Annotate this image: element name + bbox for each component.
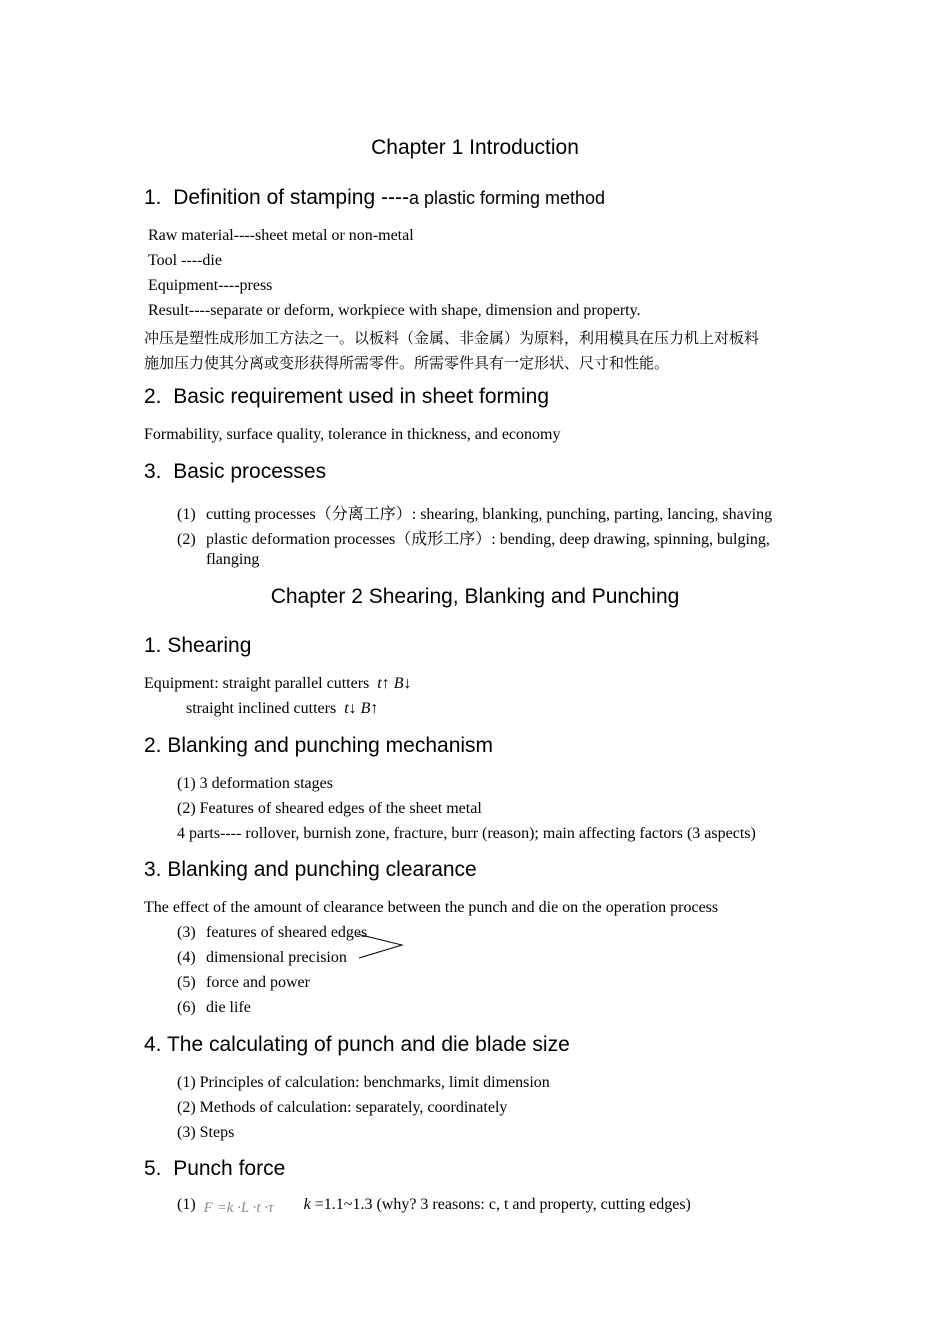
list-text: force and power — [206, 974, 310, 991]
list-number: (3) — [177, 924, 196, 941]
list-item-sheared-edges — [177, 924, 367, 942]
section-2-5-heading — [144, 1157, 285, 1181]
list-number: (5) — [177, 974, 196, 991]
down-arrow-icon: ↓ — [403, 675, 412, 692]
list-number: (1) — [177, 506, 196, 523]
variable-t: t — [377, 675, 382, 692]
section-2-1-heading: 1. Shearing — [144, 634, 252, 657]
heading-main: Basic processes — [173, 460, 327, 483]
punch-force-formula: F =k ·L ·t ·τ — [203, 1200, 274, 1216]
list-number: (2) — [177, 531, 196, 548]
tool-line: Tool ----die — [148, 252, 222, 269]
blade-size-line-1: (1) Principles of calculation: benchmarks, limit dimension — [177, 1074, 550, 1091]
list-text: plastic deformation processes（成形工序）: bending, deep drawing, spinning, bulging, — [206, 531, 770, 548]
heading-main: Basic requirement used in sheet forming — [173, 385, 550, 408]
list-item-dimensional-precision — [177, 949, 347, 967]
punch-force-formula-line — [177, 1196, 691, 1214]
variable-k: k — [303, 1196, 311, 1213]
chapter-2-title: Chapter 2 Shearing, Blanking and Punching — [270, 585, 680, 608]
mechanism-line-3: 4 parts---- rollover, burnish zone, fracture, burr (reason); main affecting factors (3 aspects) — [177, 825, 756, 842]
mechanism-line-1: (1) 3 deformation stages — [177, 775, 333, 792]
chinese-definition-line-2: 施加压力使其分离或变形获得所需零件。所需零件具有一定形状、尺寸和性能。 — [144, 354, 670, 372]
heading-number: 3. — [144, 460, 162, 483]
list-text: dimensional precision — [206, 949, 347, 966]
variable-b: B — [393, 675, 404, 692]
line-text: Equipment: straight parallel cutters — [144, 675, 370, 692]
section-2-2-heading: 2. Blanking and punching mechanism — [144, 734, 494, 757]
list-text: die life — [206, 999, 251, 1016]
up-arrow-icon: ↑ — [370, 700, 379, 717]
shearing-equipment-line-1 — [144, 675, 412, 693]
heading-number: 2. — [144, 385, 162, 408]
heading-number: 5. — [144, 1157, 162, 1180]
k-value-text: =1.1~1.3 (why? 3 reasons: c, t and property, cutting edges) — [310, 1196, 691, 1213]
list-item-continuation: flanging — [206, 551, 260, 568]
list-text: cutting processes（分离工序）: shearing, blanking, punching, parting, lancing, shaving — [206, 506, 773, 523]
list-number: (4) — [177, 949, 196, 966]
mechanism-line-2: (2) Features of sheared edges of the sheet metal — [177, 800, 482, 817]
section-2-3-heading: 3. Blanking and punching clearance — [144, 858, 477, 881]
section-1-2-heading — [144, 385, 549, 409]
raw-material-line: Raw material----sheet metal or non-metal — [148, 227, 414, 244]
blade-size-line-3: (3) Steps — [177, 1124, 235, 1141]
result-line: Result----separate or deform, workpiece with shape, dimension and property. — [148, 302, 641, 319]
down-arrow-icon: ↓ — [348, 700, 357, 717]
list-item-die-life — [177, 999, 251, 1017]
bracket-arrow-icon — [355, 928, 407, 962]
list-item-cutting-processes — [177, 501, 772, 524]
line-text: straight inclined cutters — [186, 700, 337, 717]
chinese-definition-line-1: 冲压是塑性成形加工方法之一。以板料（金属、非金属）为原料，利用模具在压力机上对板料 — [144, 329, 760, 347]
clearance-intro: The effect of the amount of clearance between the punch and die on the operation process — [144, 899, 719, 916]
variable-t: t — [344, 700, 349, 717]
section-1-1-heading — [144, 186, 605, 210]
chapter-1-title: Chapter 1 Introduction — [371, 136, 579, 159]
requirements-text: Formability, surface quality, tolerance in thickness, and economy — [144, 426, 561, 443]
list-item-plastic-deformation — [177, 526, 770, 549]
up-arrow-icon: ↑ — [381, 675, 390, 692]
section-2-4-heading: 4. The calculating of punch and die blade size — [144, 1033, 570, 1056]
blade-size-line-2: (2) Methods of calculation: separately, coordinately — [177, 1099, 508, 1116]
heading-main: Punch force — [173, 1157, 286, 1180]
heading-number: 1. — [144, 186, 162, 209]
list-number: (6) — [177, 999, 196, 1016]
section-1-3-heading — [144, 460, 326, 484]
equipment-line: Equipment----press — [148, 277, 273, 294]
list-item-force-power — [177, 974, 310, 992]
heading-sub: a plastic forming method — [408, 188, 606, 208]
list-text: features of sheared edges — [206, 924, 368, 941]
shearing-equipment-line-2 — [186, 700, 378, 718]
variable-b: B — [360, 700, 371, 717]
list-number: (1) — [177, 1196, 196, 1213]
heading-main: Definition of stamping ---- — [173, 186, 409, 209]
